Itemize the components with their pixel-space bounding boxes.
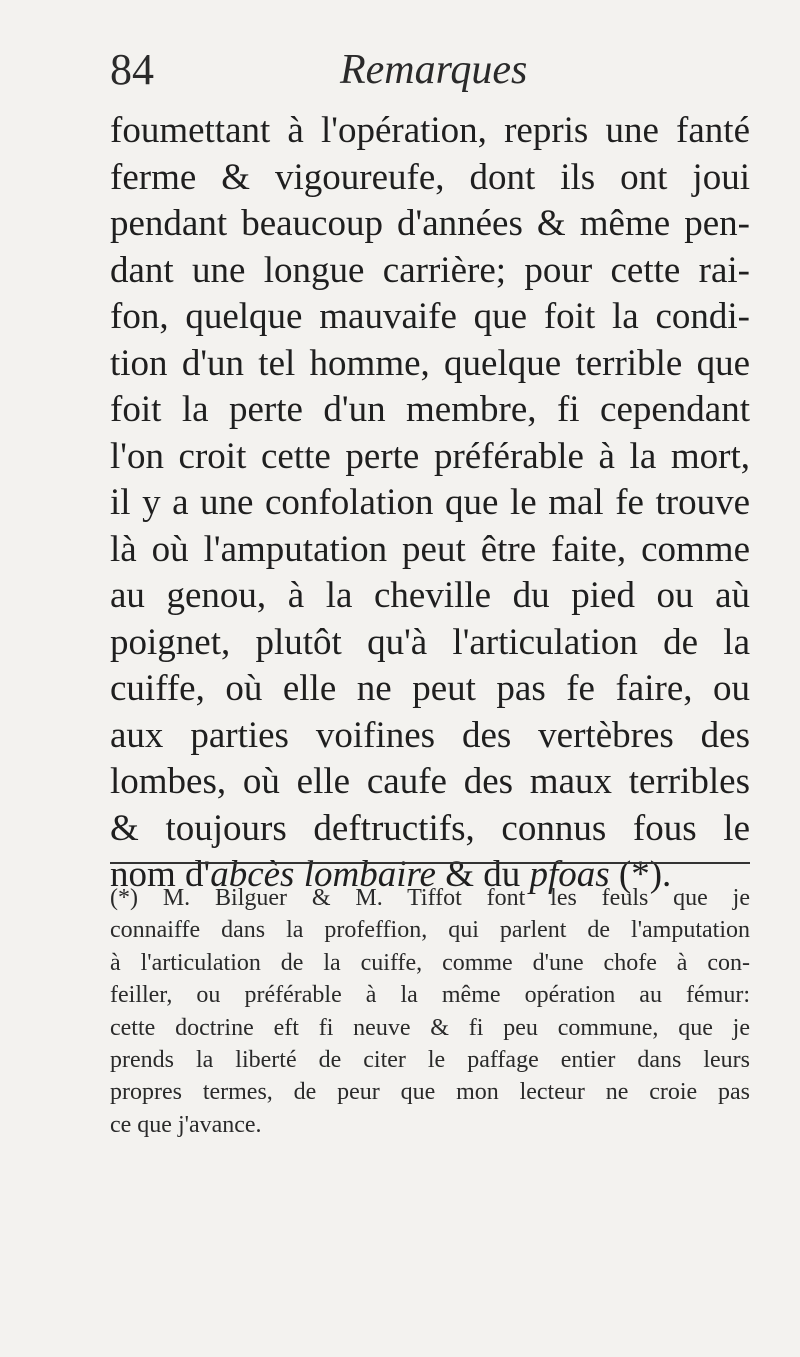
footnote-line: connaiffe dans la profeffion, qui parlent de l'amputation bbox=[110, 917, 750, 944]
footnote-line: à l'articulation de la cuiffe, comme d'une chofe à con- bbox=[110, 949, 750, 976]
text-line: cuiffe, où elle ne peut pas fe faire, ou bbox=[110, 668, 750, 709]
text-line: l'on croit cette perte préférable à la mort, bbox=[110, 435, 750, 477]
text-line: ferme & vigoureufe, dont ils ont joui bbox=[110, 156, 750, 198]
footnote-line: prends la liberté de citer le paffage entier dans leurs bbox=[110, 1047, 750, 1074]
italic-term: abcès lombaire bbox=[210, 854, 436, 895]
text-line: poignet, plutôt qu'à l'articulation de la bbox=[110, 621, 750, 663]
text-line: foumettant à l'opération, repris une fanté bbox=[110, 110, 750, 151]
footnote bbox=[110, 882, 750, 1141]
main-text bbox=[110, 108, 750, 899]
page-number: 84 bbox=[110, 45, 154, 94]
text-line: aux parties voifines des vertèbres des bbox=[110, 714, 750, 756]
footnote-reference: (*). bbox=[609, 854, 672, 895]
text-line: au genou, à la cheville du pied ou aù bbox=[110, 575, 750, 616]
text-line: là où l'amputation peut être faite, comme bbox=[110, 528, 750, 570]
text-line: lombes, où elle caufe des maux terribles bbox=[110, 761, 750, 802]
text-line: foit la perte d'un membre, fi cependant bbox=[110, 389, 750, 430]
footnote-line: propres termes, de peur que mon lecteur ne croie pas bbox=[110, 1079, 750, 1106]
footnote-line: ce que j'avance. bbox=[110, 1111, 262, 1138]
text-line: dant une longue carrière; pour cette rai- bbox=[110, 249, 750, 291]
running-title: Remarques bbox=[340, 47, 528, 93]
text-line: il y a une confolation que le mal fe trouve bbox=[110, 482, 750, 523]
footnote-line: cette doctrine eft fi neuve & fi peu commune, que je bbox=[110, 1014, 750, 1041]
text-fragment: nom d' bbox=[110, 854, 211, 895]
text-line: pendant beaucoup d'années & même pen- bbox=[110, 203, 750, 244]
running-head bbox=[110, 40, 750, 100]
text-line: fon, quelque mauvaife que foit la condi- bbox=[110, 296, 750, 337]
footnote-line: (*) M. Bilguer & M. Tiffot font les feuls que je bbox=[110, 885, 750, 911]
footnote-separator bbox=[110, 862, 750, 864]
italic-term: pfoas bbox=[529, 854, 610, 895]
text-fragment: & du bbox=[435, 854, 530, 895]
text-line: & toujours deftructifs, connus fous le bbox=[110, 807, 750, 849]
footnote-line: feiller, ou préférable à la même opération au fémur: bbox=[110, 982, 750, 1009]
text-line: tion d'un tel homme, quelque terrible que bbox=[110, 342, 750, 384]
